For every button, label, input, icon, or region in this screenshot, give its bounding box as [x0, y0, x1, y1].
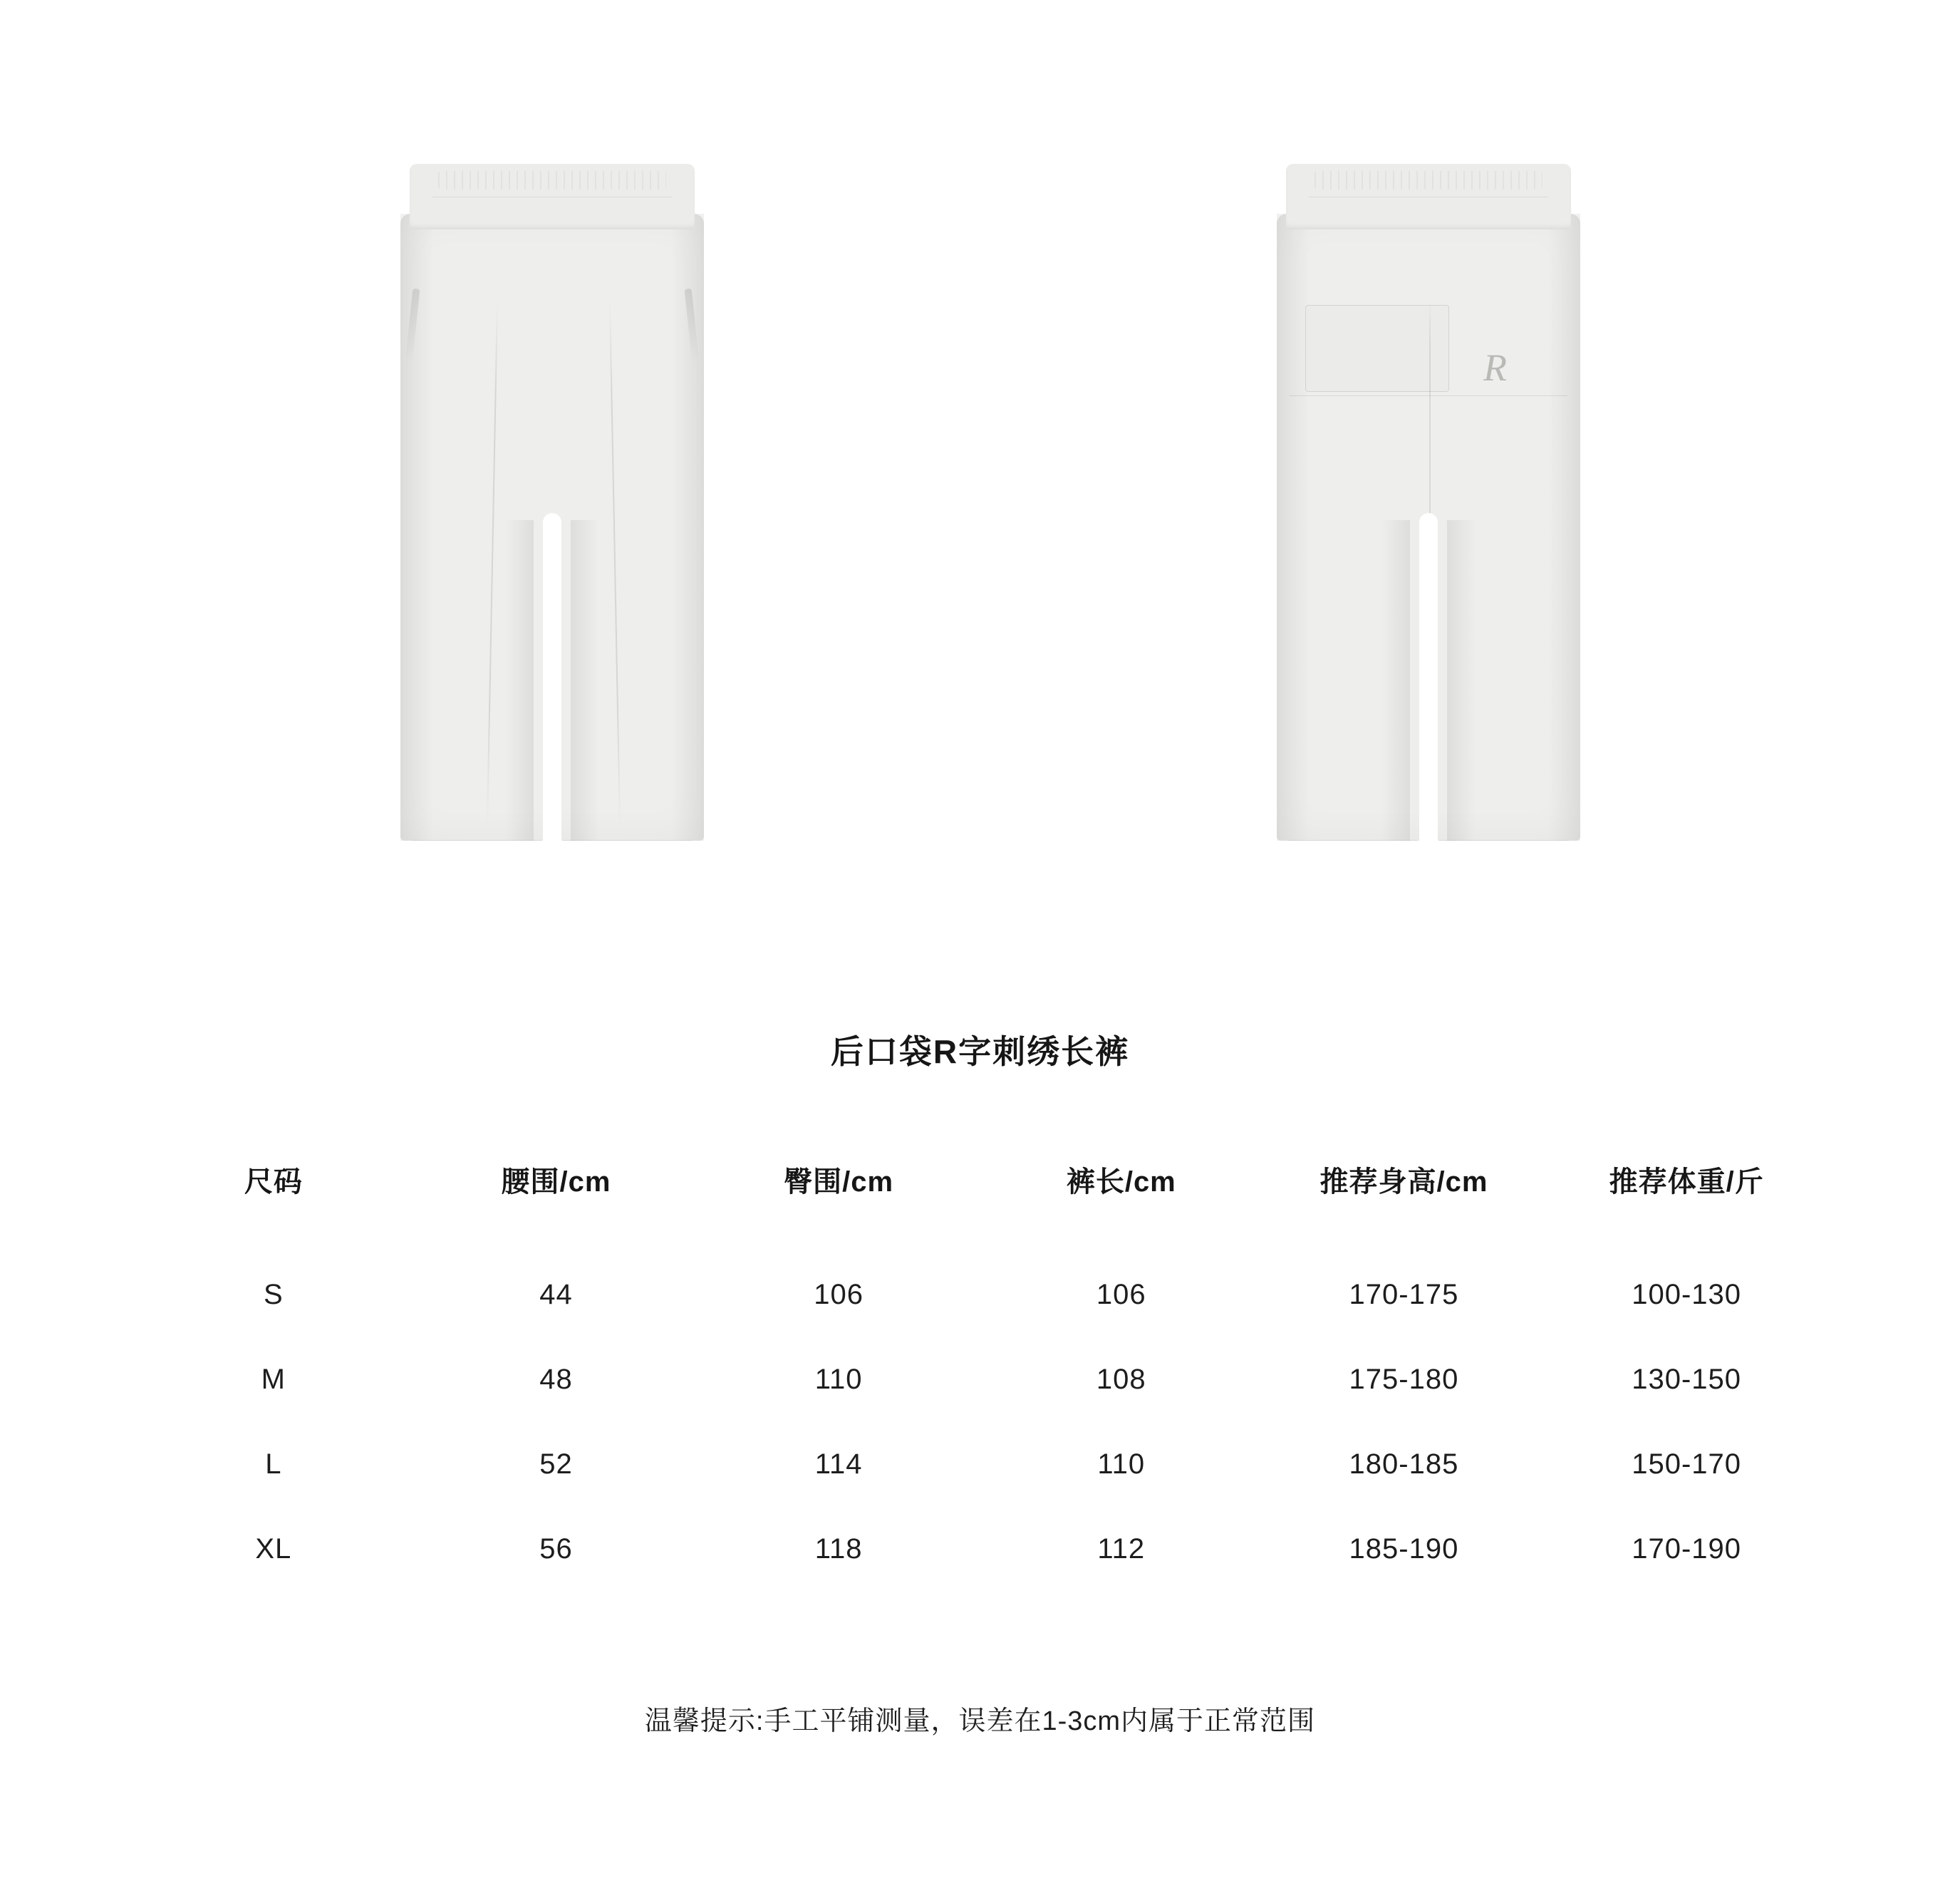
- cell-hip: 118: [814, 1533, 863, 1565]
- cell-length: 108: [1096, 1364, 1146, 1395]
- back-pocket: [1305, 305, 1449, 392]
- product-image-back: [1261, 164, 1596, 876]
- leg-split-front: [543, 513, 561, 841]
- cell-weight: 150-170: [1632, 1448, 1742, 1480]
- cell-height: 185-190: [1349, 1533, 1459, 1565]
- waistband-back: [1286, 164, 1571, 229]
- leg-shadow-left: [505, 520, 534, 841]
- waistband-front: [410, 164, 695, 229]
- side-pocket-right: [685, 289, 700, 363]
- table-row: [133, 1507, 1828, 1592]
- cell-hip: 110: [814, 1364, 863, 1395]
- side-pocket-left: [405, 289, 420, 363]
- elastic-gather-icon-back: [1315, 171, 1542, 190]
- size-table: [133, 1158, 1828, 1592]
- cell-size: M: [261, 1364, 286, 1395]
- hem-left: [412, 830, 541, 841]
- page-title: 后口袋R字刺绣长裤: [830, 1033, 1130, 1070]
- table-row: [133, 1337, 1828, 1422]
- elastic-gather-icon: [438, 171, 666, 190]
- front-crease-right: [609, 299, 621, 826]
- cell-size: XL: [255, 1533, 292, 1565]
- leg-shadow-right-back: [1447, 520, 1476, 841]
- size-chart: [133, 1158, 1828, 1592]
- cell-height: 170-175: [1349, 1279, 1459, 1310]
- cell-waist: 52: [539, 1448, 573, 1480]
- column-header-height: 推荐身高/cm: [1319, 1166, 1488, 1198]
- r-embroidery-logo: R: [1483, 346, 1505, 389]
- leg-shadow-right: [571, 520, 599, 841]
- cell-length: 112: [1097, 1533, 1146, 1565]
- pants-body-front: [400, 214, 704, 841]
- hem-right-back: [1439, 830, 1569, 841]
- table-row: [133, 1422, 1828, 1507]
- table-header-row: [133, 1158, 1828, 1253]
- product-image-front: [385, 164, 720, 876]
- column-header-length: 裤长/cm: [1066, 1166, 1176, 1198]
- leg-shadow-left-back: [1381, 520, 1410, 841]
- cell-height: 180-185: [1349, 1448, 1459, 1480]
- cell-waist: 56: [539, 1533, 573, 1565]
- front-crease-left: [487, 299, 498, 826]
- hem-right: [563, 830, 693, 841]
- column-header-weight: 推荐体重/斤: [1609, 1166, 1764, 1198]
- cell-length: 110: [1097, 1448, 1146, 1480]
- cell-height: 175-180: [1349, 1364, 1459, 1395]
- cell-waist: 48: [539, 1364, 573, 1395]
- cell-weight: 130-150: [1632, 1364, 1742, 1395]
- cell-weight: 170-190: [1632, 1533, 1742, 1565]
- measurement-note: 温馨提示:手工平铺测量，误差在1-3cm内属于正常范围: [644, 1706, 1316, 1736]
- back-yoke-seam: [1290, 395, 1567, 396]
- cell-weight: 100-130: [1632, 1279, 1742, 1310]
- hem-left-back: [1288, 830, 1418, 841]
- leg-split-back: [1419, 513, 1438, 841]
- column-header-size: 尺码: [244, 1166, 303, 1198]
- column-header-waist: 腰围/cm: [501, 1166, 611, 1198]
- cell-hip: 114: [814, 1448, 863, 1480]
- cell-waist: 44: [539, 1279, 573, 1310]
- table-row: [133, 1253, 1828, 1337]
- cell-length: 106: [1096, 1279, 1146, 1310]
- cell-size: L: [265, 1448, 282, 1480]
- cell-hip: 106: [814, 1279, 864, 1310]
- cell-size: S: [263, 1279, 284, 1310]
- pants-body-back: [1277, 214, 1580, 841]
- column-header-hip: 臀围/cm: [784, 1166, 894, 1198]
